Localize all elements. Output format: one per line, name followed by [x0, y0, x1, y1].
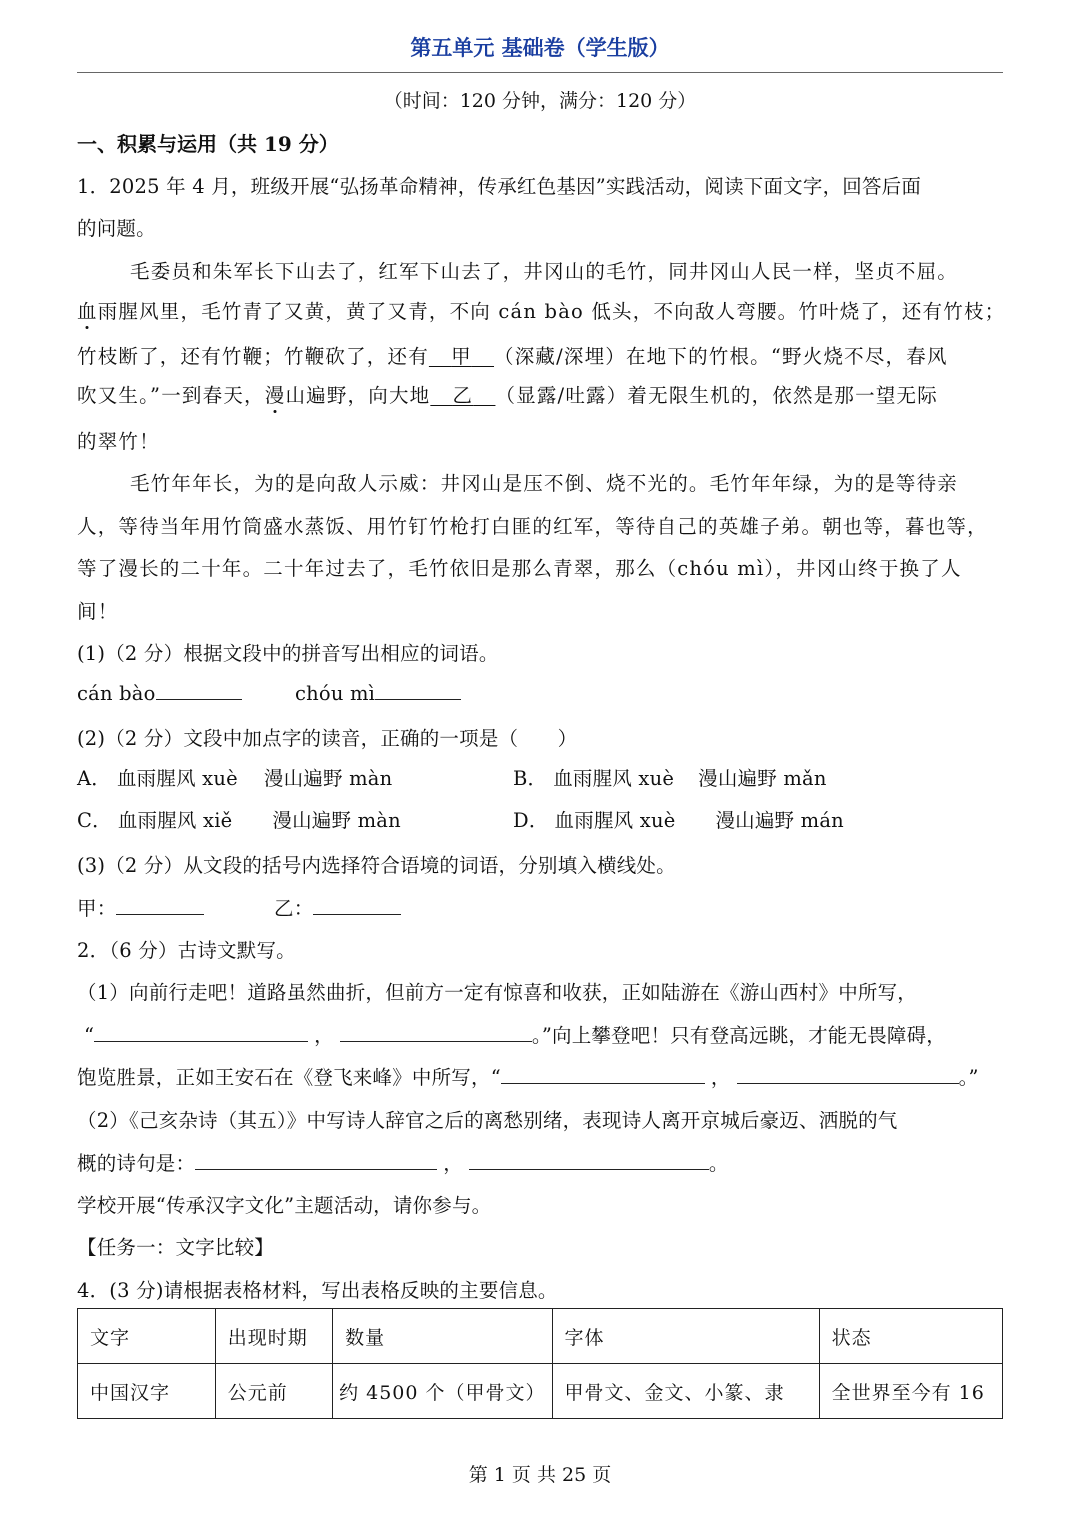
table-cell: 中国汉字 [78, 1364, 216, 1419]
passage-p2-line3: 等了漫长的二十年。二十年过去了，毛竹依旧是那么青翠，那么（chóu mì），井冈山终于换了人 [77, 557, 962, 580]
passage-p1-line1: 毛委员和朱军长下山去了，红军下山去了，井冈山的毛竹，同井冈山人民一样，坚贞不屈。 [130, 260, 959, 283]
passage-p1-line3: 竹枝断了，还有竹鞭；竹鞭砍了，还有 甲 （深藏/深埋）在地下的竹根。“野火烧不尽，春风 [77, 345, 948, 368]
q2-heading: 2．（6 分）古诗文默写。 [77, 939, 296, 962]
answer-blank[interactable] [469, 1151, 709, 1170]
table-header-cell: 文字 [78, 1309, 216, 1364]
q2-p1-line1: （1）向前行走吧！道路虽然曲折，但前方一定有惊喜和收获，正如陆游在《游山西村》中所写， [77, 981, 918, 1004]
activity-intro: 学校开展“传承汉字文化”主题活动，请你参与。 [77, 1194, 492, 1217]
exam-time-info: （时间：120 分钟，满分：120 分） [383, 90, 697, 112]
answer-blank[interactable] [737, 1065, 959, 1084]
info-table [77, 1308, 1003, 1419]
title-divider [77, 72, 1003, 73]
table-cell: 甲骨文、金文、小篆、隶 [552, 1364, 819, 1419]
table-header-cell: 出现时期 [215, 1309, 332, 1364]
q1-intro-line1: 1．2025 年 4 月，班级开展“弘扬革命精神，传承红色基因”实践活动，阅读下面文字，回答后面 [77, 175, 922, 198]
pinyin-answer-a: cán bào [77, 681, 242, 705]
option-d[interactable]: D． 血雨腥风 xuè 漫山遍野 mán [513, 809, 844, 832]
table-cell: 全世界至今有 16 [819, 1364, 1002, 1419]
pinyin-answer-b: chóu mì [295, 681, 461, 705]
fill-yi: 乙： [274, 893, 401, 921]
document-title: 第五单元 基础卷（学生版） [410, 35, 670, 60]
q1-sub3-question: (3)（2 分）从文段的括号内选择符合语境的词语，分别填入横线处。 [77, 854, 676, 877]
q1-sub2-question: (2)（2 分）文段中加点字的读音，正确的一项是（ ） [77, 727, 578, 750]
answer-blank[interactable] [375, 681, 461, 700]
answer-blank[interactable] [116, 896, 204, 915]
answer-blank[interactable] [195, 1151, 437, 1170]
dotted-char: 血 [77, 300, 98, 323]
section-heading: 一、积累与运用（共 19 分） [77, 132, 339, 156]
option-b[interactable]: B． 血雨腥风 xuè 漫山遍野 mǎn [513, 767, 827, 790]
passage-p1-line2: 血雨腥风里，毛竹青了又黄，黄了又青，不向 cán bào 低头，不向敌人弯腰。竹叶烧了，还有竹枝； [77, 300, 1006, 323]
option-c[interactable]: C． 血雨腥风 xiě 漫山遍野 màn [77, 809, 401, 832]
option-a[interactable]: A． 血雨腥风 xuè 漫山遍野 màn [77, 767, 393, 790]
table-row [78, 1364, 1003, 1419]
answer-blank[interactable] [313, 896, 401, 915]
q2-p1-line2: “ ， 。”向上攀登吧！只有登高远眺，才能无畏障碍， [84, 1024, 946, 1047]
passage-p1-line4: 吹又生。”一到春天，漫山遍野，向大地 乙 （显露/吐露）着无限生机的，依然是那一望无际 [77, 384, 938, 407]
q2-p2-line2: 概的诗句是： ， 。 [77, 1152, 729, 1175]
q2-p2-line1: （2）《己亥杂诗（其五）》中写诗人辞官之后的离愁别绪，表现诗人离开京城后豪迈、洒脱的气 [77, 1109, 898, 1132]
q1-intro-line2: 的问题。 [77, 217, 156, 240]
page-number: 第 1 页 共 25 页 [468, 1464, 612, 1486]
q2-p1-line3: 饱览胜景，正如王安石在《登飞来峰》中所写，“ ， 。” [77, 1066, 979, 1089]
passage-p2-line4: 间！ [77, 600, 119, 623]
passage-p2-line2: 人，等待当年用竹筒盛水蒸饭、用竹钉竹枪打白匪的红军，等待自己的英雄子弟。朝也等，暮也等， [77, 515, 988, 538]
dotted-char: 漫 [264, 384, 286, 407]
table-header-cell: 数量 [333, 1309, 552, 1364]
task-one-heading: 【任务一：文字比较】 [77, 1236, 275, 1259]
passage-p1-line5: 的翠竹！ [77, 430, 160, 453]
table-cell: 公元前 [215, 1364, 332, 1419]
table-header-row [78, 1309, 1003, 1364]
passage-p2-line1: 毛竹年年长，为的是向敌人示威：井冈山是压不倒、烧不光的。毛竹年年绿，为的是等待亲 [130, 472, 959, 495]
answer-blank[interactable] [156, 681, 242, 700]
blank-yi: 乙 [452, 384, 474, 407]
answer-blank[interactable] [94, 1023, 308, 1042]
table-header-cell: 状态 [819, 1309, 1002, 1364]
table-header-cell: 字体 [552, 1309, 819, 1364]
answer-blank[interactable] [340, 1023, 532, 1042]
blank-jia: 甲 [451, 345, 472, 368]
fill-jia: 甲： [77, 893, 204, 921]
q4-question: 4．(3 分)请根据表格材料，写出表格反映的主要信息。 [77, 1279, 558, 1302]
table-cell: 约 4500 个（甲骨文） [333, 1364, 552, 1419]
answer-blank[interactable] [501, 1065, 705, 1084]
q1-sub1-question: (1)（2 分）根据文段中的拼音写出相应的词语。 [77, 642, 499, 665]
